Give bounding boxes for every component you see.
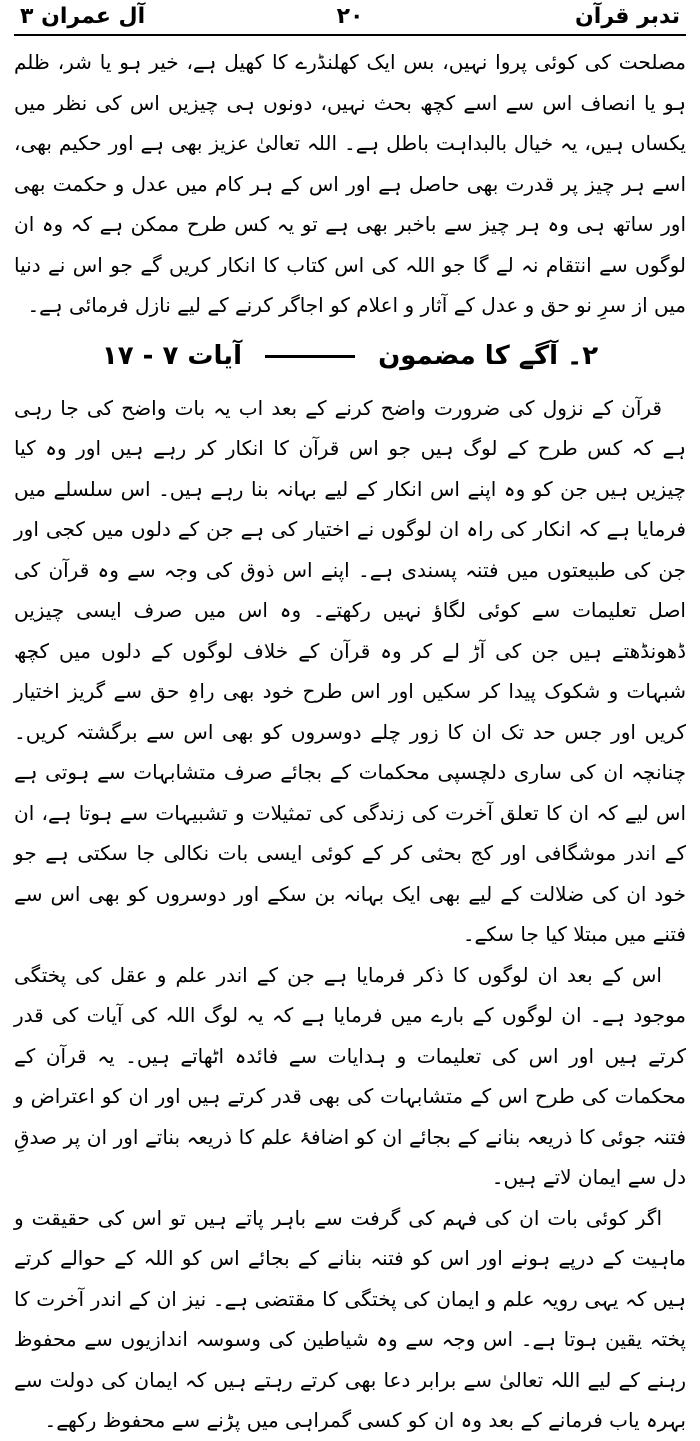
page-number: ۲۰ <box>336 4 364 29</box>
paragraph-intro: مصلحت کی کوئی پروا نہیں، بس ایک کھلنڈرے کا کھیل ہے، خیر ہو یا شر، ظلم ہو یا انصاف اس سے اسے کچھ بحث نہیں، دونوں ہی چیزیں اس کی نظر میں یکساں ہیں، یہ خیال بالبداہت باطل ہے۔ اللہ تعالیٰ عزیز بھی ہے اور حکیم بھی، اسے ہر چیز پر قدرت بھی حاصل ہے اور اس کے ہر کام میں عدل و حکمت بھی اور ساتھ ہی وہ ہر چیز سے باخبر بھی ہے تو یہ کس طرح ممکن ہے کہ وہ ان لوگوں سے انتقام نہ لے گا جو اللہ کی اس کتاب کا انکار کریں گے جو اس نے دنیا میں از سرِ نو حق و عدل کے آثار و اعلام کو اجاگر کرنے کے لیے نازل فرمائی ہے۔ <box>14 50 686 317</box>
section-verses: آیات ۷ - ۱۷ <box>101 340 242 371</box>
section-heading <box>14 328 686 384</box>
page-header <box>14 4 686 36</box>
section-title: ۲۔ آگے کا مضمون <box>378 340 599 371</box>
paragraph-body-1: قرآن کے نزول کی ضرورت واضح کرنے کے بعد اب یہ بات واضح کی جا رہی ہے کہ کس طرح کے لوگ ہیں جو اس قرآن کا انکار کر رہے ہیں اور وہ کیا چیزیں ہیں جن کو وہ اپنے اس انکار کے لیے بہانہ بنا رہے ہیں۔ اس سلسلے میں فرمایا ہے کہ انکار کی راہ ان لوگوں نے اختیار کی ہے جن کے دلوں میں کجی اور جن کی طبیعتوں میں فتنہ پسندی ہے۔ اپنے اس ذوق کی وجہ سے وہ قرآن کی اصل تعلیمات سے کوئی لگاؤ نہیں رکھتے۔ وہ اس میں صرف ایسی چیزیں ڈھونڈھتے ہیں جن کی آڑ لے کر وہ قرآن کے خلاف لوگوں کے دلوں میں کچھ شبہات و شکوک پیدا کر سکیں اور اس طرح خود بھی راہِ حق سے گریز اختیار کریں اور جس حد تک ان کا زور چلے دوسروں کو بھی اس سے برگشتہ کریں۔ چنانچہ ان کی ساری دلچسپی محکمات کے بجائے صرف متشابہات سے ہوتی ہے اس لیے کہ ان کا تعلق آخرت کی زندگی کی تمثیلات و تشبیہات سے ہوتا ہے، ان کے اندر موشگافی اور کج بحثی کر کے کوئی ایسی بات نکالی جا سکتی ہے جو خود ان کی ضلالت کے لیے بھی ایک بہانہ بن سکے اور دوسروں کو بھی اس سے فتنے میں مبتلا کیا جا سکے۔ <box>14 395 686 946</box>
heading-dash <box>265 355 355 358</box>
surah-label: آل عمران ۳ <box>20 4 146 29</box>
paragraph-body-3: اگر کوئی بات ان کی فہم کی گرفت سے باہر پاتے ہیں تو اس کی حقیقت و ماہیت کے درپے ہونے اور اس کو فتنہ بنانے کے بجائے اس کو اللہ کے حوالے کرتے ہیں کہ یہی رویہ علم و ایمان کی پختگی کا مقتضی ہے۔ نیز ان کے اندر آخرت کا پختہ یقین ہوتا ہے۔ اس وجہ سے وہ شیاطین کی وسوسہ اندازیوں سے محفوظ رہنے کے لیے اللہ تعالیٰ سے برابر دعا بھی کرتے رہتے ہیں کہ ایمان کی دولت سے بہرہ یاب فرمانے کے بعد وہ ان کو کسی گمراہی میں پڑنے سے محفوظ رکھے۔ <box>14 1205 686 1432</box>
paragraph-body-2: اس کے بعد ان لوگوں کا ذکر فرمایا ہے جن کے اندر علم و عقل کی پختگی موجود ہے۔ ان لوگوں کے بارے میں فرمایا ہے کہ یہ لوگ اللہ کی آیات کی قدر کرتے ہیں اور اس کی تعلیمات و ہدایات سے فائدہ اٹھاتے ہیں۔ یہ قرآن کے محکمات کی طرح اس کے متشابہات کی بھی قدر کرتے ہیں اور ان کو اعتراض و فتنہ جوئی کا ذریعہ بنانے کے بجائے ان کو اضافۂ علم کا ذریعہ بناتے اور ان پر صدقِ دل سے ایمان لاتے ہیں۔ <box>14 962 686 1189</box>
book-title: تدبر قرآن <box>575 4 680 29</box>
